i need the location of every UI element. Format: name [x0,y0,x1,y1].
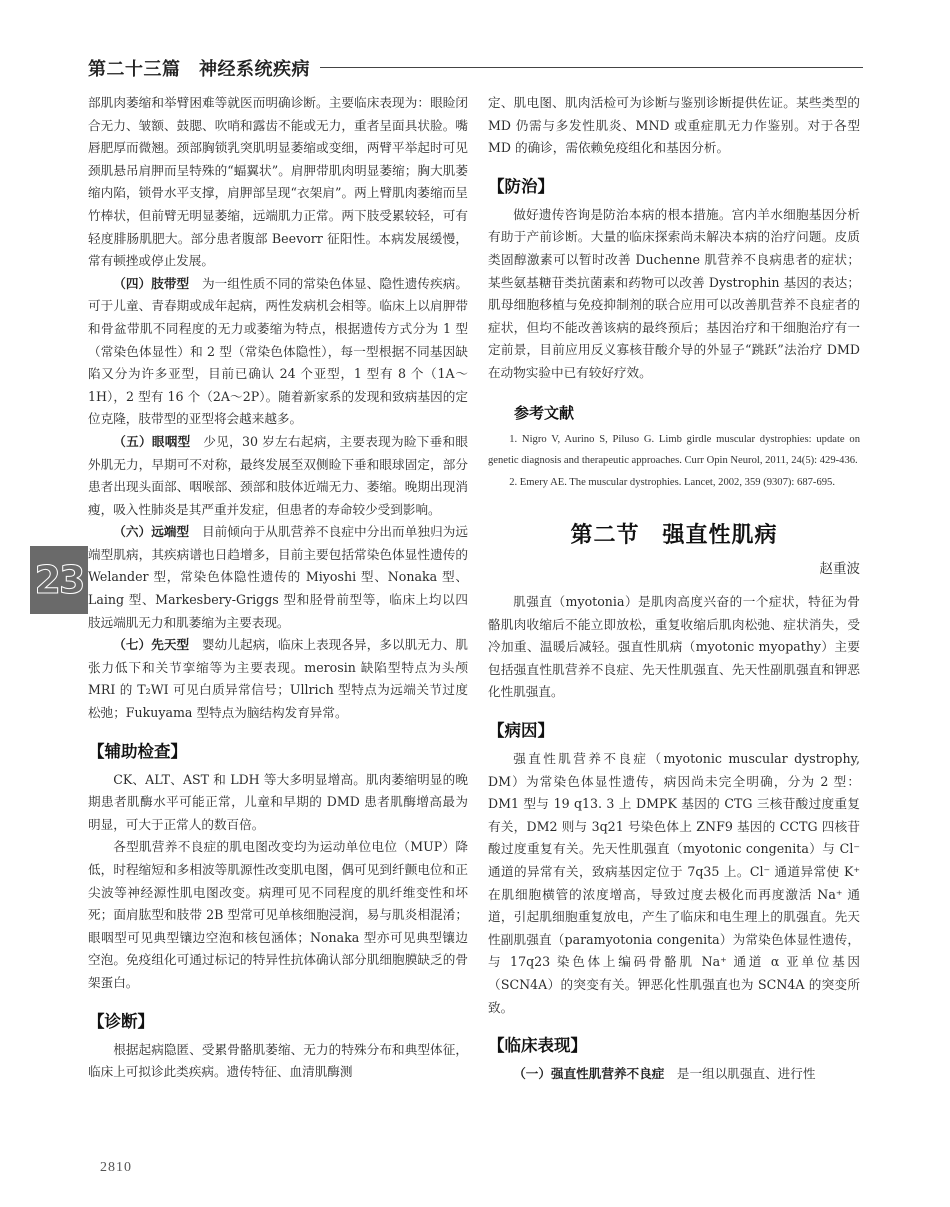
paragraph-text: 少见，30 岁左右起病，主要表现为睑下垂和眼外肌无力，早期可不对称，最终发展至双侧睑下垂和眼球固定，部分患者出现头面部、咽喉部、颈部和肢体近端无力、萎缩。晚期出现消瘦，吸入性肺炎是其严重并发症，但患者的寿命较少受到影响。 [88,433,469,517]
paragraph-text: 是一组以肌强直、进行性 [676,1066,816,1082]
reference-item: 2. Emery AE. The muscular dystrophies. Lancet, 2002, 359 (9307): 687-695. [509,476,835,488]
section-heading: 【防治】 [488,176,554,196]
chapter-title: 第二节 强直性肌病 [570,522,778,549]
left-column [88,92,468,1084]
paragraph [88,431,468,521]
paragraph: 强直性肌营养不良症（myotonic muscular dystrophy, DM）为常染色体显性遗传，病因尚未完全明确，分为 2 型：DM1 型与 19 q13. 3 上 DMPK 基因的 CTG 三核苷酸过度重复有关，DM2 则与 3q21 号染色体上 ZNF9 基因的 CCTG 四核苷酸过度重复有关。先天性肌强直（myotonic congenita）与 Cl⁻ 通道的异常有关，致病基因定位于 7q35 上。Cl⁻ 通道异常使 K⁺ 在肌细胞横管的浓度增高，导致过度去极化而再度激活 Na⁺ 通道，引起肌细胞重复放电，产生了临床和电生理上的肌强直。先天性副肌强直（paramyotonia congenita）为常染色体显性遗传，与 17q23 染色体上编码骨骼肌 Na⁺ 通道 α 亚单位基因（SCN4A）的突变有关。钾恶化性肌强直也为 SCN4A 的突变所致。 [488,751,860,1015]
section-heading: 【辅助检查】 [88,741,187,761]
references-heading: 参考文献 [514,403,575,422]
page-number: 2810 [100,1160,132,1175]
author: 赵重波 [819,561,860,578]
right-column [488,92,860,1086]
section-heading: 【诊断】 [88,1011,154,1031]
subheading: （七）先天型 [113,637,190,653]
paragraph-text: 目前倾向于从肌营养不良症中分出而单独归为远端型肌病，其疾病谱也日趋增多，目前主要包括常染色体显性遗传的 Welander 型，常染色体隐性遗传的 Miyoshi 型、Nonaka 型、Laing 型、Markesbery-Griggs 型和胫骨前型等，临床上均以四肢远端肌无力和肌萎缩为主要表现。 [88,524,469,630]
chapter-tab [30,546,88,614]
subheading: （四）肢带型 [113,275,190,291]
subheading: （五）眼咽型 [113,433,191,449]
paragraph: 根据起病隐匿、受累骨骼肌萎缩、无力的特殊分布和典型体征，临床上可拟诊此类疾病。遗传特征、血清肌酶测 [88,1041,468,1080]
paragraph: 定、肌电图、肌肉活检可为诊断与鉴别诊断提供佐证。某些类型的 MD 仍需与多发性肌炎、MND 或重症肌无力作鉴别。对于各型 MD 的确诊，需依赖免疫组化和基因分析。 [488,95,860,156]
paragraph: 各型肌营养不良症的肌电图改变均为运动单位电位（MUP）降低，时程缩短和多相波等肌源性改变肌电图，偶可见到纤颤电位和正尖波等神经源性肌电图改变。病理可见不同程度的肌纤维变性和坏死；面肩肱型和肢带 2B 型常可见单核细胞浸润，易与肌炎相混淆；眼咽型可见典型镶边空泡和核包涵体；Nonaka 型亦可见典型镶边空泡。免疫组化可通过标记的特异性抗体确认部分肌细胞膜缺乏的骨架蛋白。 [88,839,468,990]
section-heading: 【临床表现】 [488,1036,587,1056]
paragraph-text: 为一组性质不同的常染色体显、隐性遗传疾病。可于儿童、青春期或成年起病，两性发病机会相等。临床上以肩胛带和骨盆带肌不同程度的无力或萎缩为特点，根据遗传方式分为 1 型（常染色体显性）和 2 型（常染色体隐性），每一型根据不同基因缺陷又分为许多亚型，目前已确认 24 个亚型，1 型有 8 个（1A～1H），2 型有 16 个（2A～2P）。随着新家系的发现和致病基因的定位克隆，肢带型的亚型将会越来越多。 [88,275,469,427]
paragraph-text: 婴幼儿起病，临床上表现各异，多以肌无力、肌张力低下和关节挛缩等为主要表现。merosin 缺陷型特点为头颅 MRI 的 T₂WI 可见白质异常信号；Ullrich 型特点为远端关节过度松弛；Fukuyama 型特点为脑结构发育异常。 [88,637,469,721]
paragraph [488,1063,860,1086]
paragraph [88,521,468,634]
paragraph [88,273,468,431]
chapter-tab-number: 23 [34,558,84,602]
paragraph: 肌强直（myotonia）是肌肉高度兴奋的一个症状，特征为骨骼肌肉收缩后不能立即放松，重复收缩后肌肉松弛、症状消失，受冷加重、温暖后减轻。强直性肌病（myotonic myopathy）主要包括强直性肌营养不良症、先天性肌强直、先天性副肌强直和钾恶化性肌强直。 [488,594,860,700]
running-header [88,55,863,79]
reference-item: 1. Nigro V, Aurino S, Piluso G. Limb girdle muscular dystrophies: update on genetic diagnosis and therapeutic approaches. Curr Opin Neurol, 2011, 24(5): 429-436. [488,433,860,467]
paragraph: CK、ALT、AST 和 LDH 等大多明显增高。肌肉萎缩明显的晚期患者肌酶水平可能正常，儿童和早期的 DMD 患者肌酶增高最为明显，可大于正常人的数百倍。 [88,771,468,832]
paragraph: 部肌肉萎缩和举臂困难等就医而明确诊断。主要临床表现为：眼睑闭合无力、皱额、鼓腮、吹哨和露齿不能或无力，重者呈面具状脸。嘴唇肥厚而微翘。颈部胸锁乳突肌明显萎缩或变细，两臂平举起时可见颈肌悬吊肩胛而呈特殊的“蝠翼状”。肩胛带肌肉明显萎缩；胸大肌萎缩内陷，锁骨水平支撑，肩胛部呈现“衣架肩”。两上臂肌肉萎缩而呈竹棒状，但前臂无明显萎缩，远端肌力正常。两下肢受累较轻，可有轻度腓肠肌肥大。部分患者腹部 Beevorr 征阳性。本病发展缓慢，常有顿挫或停止发展。 [88,95,468,269]
header-rule [320,67,863,68]
subheading: （六）远端型 [113,524,190,540]
header-title: 第二十三篇 神经系统疾病 [88,59,310,80]
paragraph [88,634,468,724]
subheading: （一）强直性肌营养不良症 [513,1066,665,1082]
paragraph: 做好遗传咨询是防治本病的根本措施。宫内羊水细胞基因分析有助于产前诊断。大量的临床探索尚未解决本病的治疗问题。皮质类固醇激素可以暂时改善 Duchenne 肌营养不良病患者的症状；某些氨基糖苷类抗菌素和药物可以改善 Dystrophin 基因的表达；肌母细胞移植与免疫抑制剂的联合应用可以改善肌营养不良症者的症状，但均不能改善该病的最终预后；基因治疗和干细胞治疗有一定前景，目前应用反义寡核苷酸介导的外显子“跳跃”法治疗 DMD 在动物实验中已有较好疗效。 [488,206,860,380]
section-heading: 【病因】 [488,721,554,740]
